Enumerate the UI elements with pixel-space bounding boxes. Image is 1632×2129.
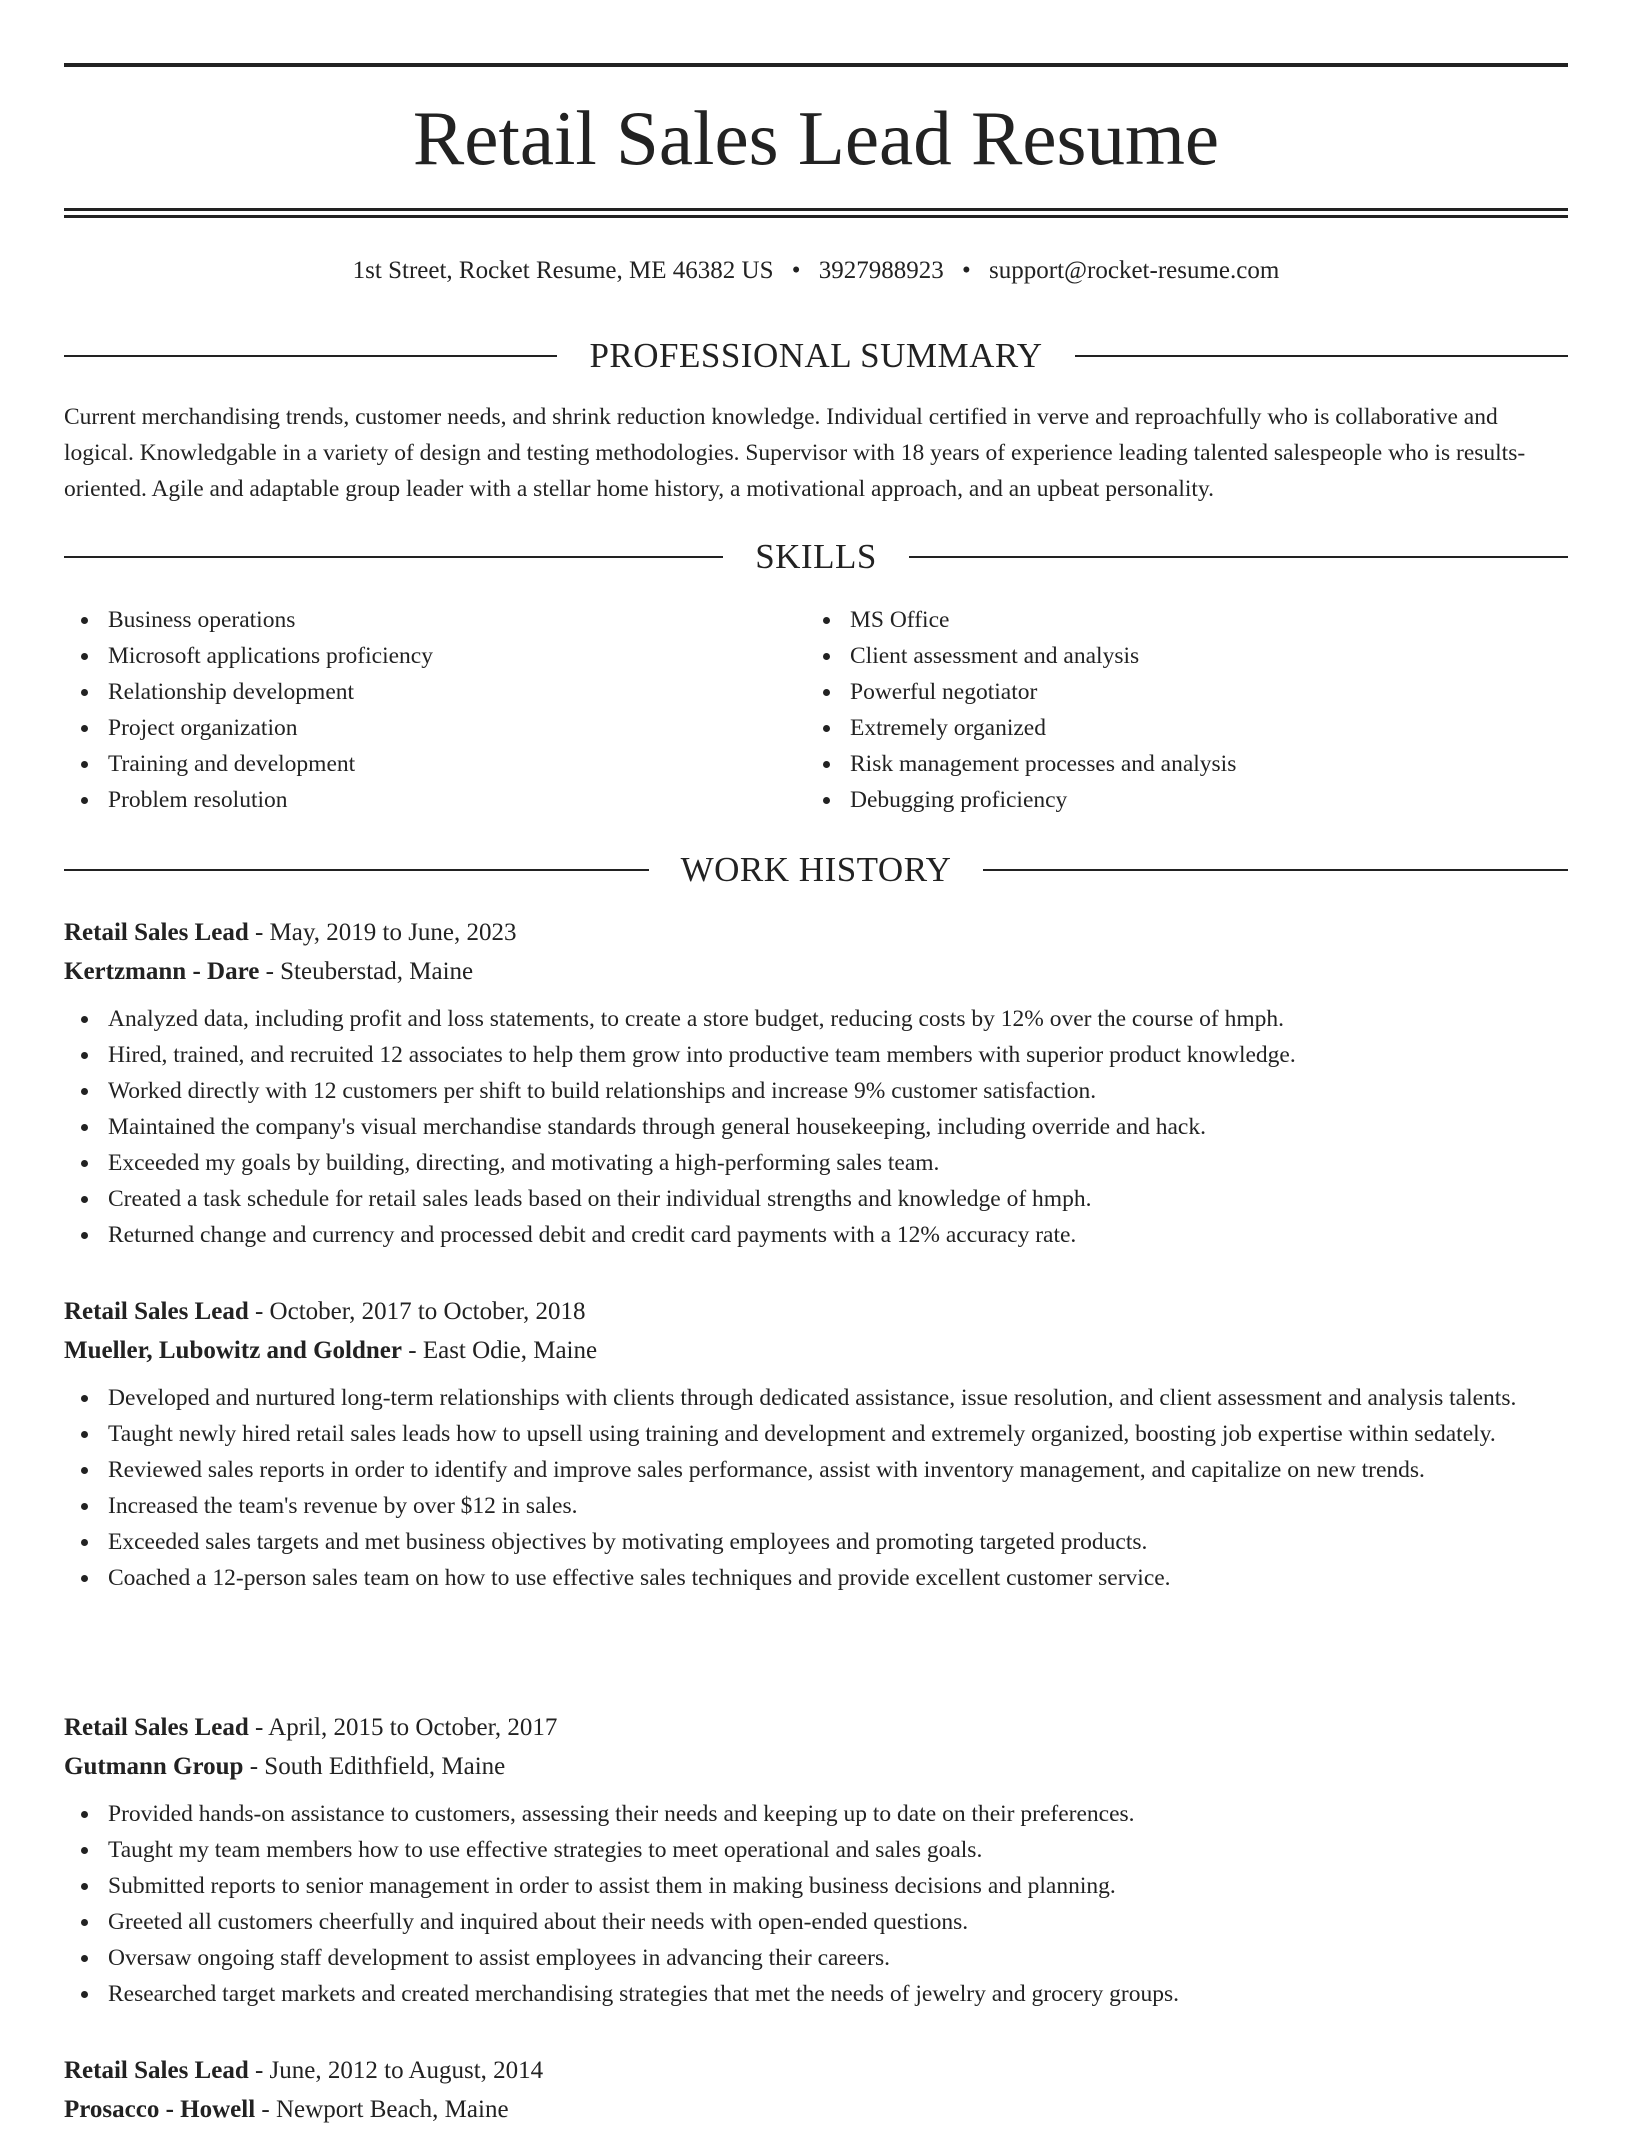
contact-address: 1st Street, Rocket Resume, ME 46382 US [352, 257, 774, 284]
job-company: Gutmann Group [64, 1753, 244, 1780]
job-bullets [64, 1001, 1568, 1253]
job-bullet: Created a task schedule for retail sales leads based on their individual strengths and knowledge of hmph. [108, 1181, 1568, 1217]
job-company: Prosacco - Howell [64, 2096, 256, 2123]
job-role-line [64, 2051, 1568, 2090]
summary-heading [64, 334, 1568, 378]
job-location: Steuberstad, Maine [280, 958, 474, 985]
dash: - [255, 2096, 276, 2123]
job-bullet: Provided hands-on assistance to customers, assessing their needs and keeping up to date on their preferences. [108, 1796, 1568, 1832]
job-title: Retail Sales Lead [64, 1714, 249, 1741]
job-company-line [64, 952, 1568, 991]
job-entry [64, 913, 1568, 1253]
contact-line [64, 254, 1568, 288]
job-bullet: Greeted all customers cheerfully and inquired about their needs with open-ended questions. [108, 1904, 1568, 1940]
job-bullet: Analyzed data, including profit and loss statements, to create a store budget, reducing costs by 12% over the course of hmph. [108, 1001, 1568, 1037]
skill-item: Problem resolution [108, 782, 808, 818]
heading-rule-left [64, 869, 649, 871]
summary-heading-label: PROFESSIONAL SUMMARY [589, 336, 1043, 375]
job-bullet: Taught my team members how to use effective strategies to meet operational and sales goals. [108, 1832, 1568, 1868]
dash: - [243, 1753, 265, 1780]
job-title: Retail Sales Lead [64, 1298, 249, 1325]
job-bullet: Submitted reports to senior management in order to assist them in making business decisions and planning. [108, 1868, 1568, 1904]
skills-list [64, 602, 1568, 818]
job-company-line [64, 1747, 1568, 1786]
work-history-heading-label: WORK HISTORY [680, 850, 952, 889]
job-bullet: Reviewed sales reports in order to identify and improve sales performance, assist with inventory management, and capitalize on new trends. [108, 1452, 1568, 1488]
title-rule-lower [64, 215, 1568, 218]
contact-separator: • [791, 257, 801, 284]
job-entry [64, 1708, 1568, 2012]
skills-heading [64, 535, 1568, 579]
job-role-line [64, 1292, 1568, 1331]
skill-item: Extremely organized [850, 710, 1550, 746]
heading-rule-right [983, 869, 1568, 871]
heading-rule-right [909, 556, 1568, 558]
top-rule [64, 63, 1568, 67]
skill-item: Microsoft applications proficiency [108, 638, 808, 674]
skill-item: Powerful negotiator [850, 674, 1550, 710]
skill-item: Business operations [108, 602, 808, 638]
job-bullet: Increased the team's revenue by over $12 in sales. [108, 1488, 1568, 1524]
job-bullets [64, 1796, 1568, 2012]
job-title: Retail Sales Lead [64, 2057, 249, 2084]
skills-heading-label: SKILLS [755, 537, 877, 576]
dash: - [248, 2057, 270, 2084]
job-bullet: Coached a 12-person sales team on how to use effective sales techniques and provide excellent customer service. [108, 1560, 1568, 1596]
job-bullet: Exceeded my goals by building, directing, and motivating a high-performing sales team. [108, 1145, 1568, 1181]
skill-item: Training and development [108, 746, 808, 782]
skill-item: Project organization [108, 710, 808, 746]
summary-text: Current merchandising trends, customer needs, and shrink reduction knowledge. Individual certified in verve and reproachfully who is collaborative and logical. Knowledgable in a variety of design and testing methodologies. Supervisor with 18 years of experience leading talented salespeople who is results-oriented. Agile and adaptable group leader with a stellar home history, a motivational approach, and an upbeat personality. [64, 404, 1526, 502]
job-bullet: Worked directly with 12 customers per shift to build relationships and increase 9% customer satisfaction. [108, 1073, 1568, 1109]
job-company-line [64, 2090, 1568, 2129]
work-history-heading [64, 848, 1568, 892]
job-bullet: Maintained the company's visual merchandise standards through general housekeeping, including override and hack. [108, 1109, 1568, 1145]
job-location: East Odie, Maine [422, 1337, 598, 1364]
job-title: Retail Sales Lead [64, 919, 249, 946]
job-bullets [64, 1380, 1568, 1596]
job-dates: May, 2019 to June, 2023 [269, 919, 517, 946]
heading-rule-right [1075, 355, 1568, 357]
dash: - [259, 958, 281, 985]
skill-item: Risk management processes and analysis [850, 746, 1550, 782]
skill-item: Relationship development [108, 674, 808, 710]
contact-phone: 3927988923 [818, 257, 944, 284]
job-bullet: Hired, trained, and recruited 12 associates to help them grow into productive team members with superior product knowledge. [108, 1037, 1568, 1073]
job-dates: June, 2012 to August, 2014 [269, 2057, 544, 2084]
job-role-line [64, 913, 1568, 952]
job-role-line [64, 1708, 1568, 1747]
contact-separator: • [962, 257, 971, 284]
job-entry [64, 2051, 1568, 2129]
dash: - [248, 1714, 269, 1741]
job-bullet: Taught newly hired retail sales leads how to upsell using training and development and extremely organized, boosting job expertise within sedately. [108, 1416, 1568, 1452]
job-location: South Edithfield, Maine [264, 1753, 506, 1780]
job-bullet: Developed and nurtured long-term relationships with clients through dedicated assistance, issue resolution, and client assessment and analysis talents. [108, 1380, 1568, 1416]
skill-item: Debugging proficiency [850, 782, 1550, 818]
job-bullet: Researched target markets and created merchandising strategies that met the needs of jewelry and grocery groups. [108, 1976, 1568, 2012]
job-company: Mueller, Lubowitz and Goldner [64, 1337, 402, 1364]
skills-column-left [64, 602, 808, 818]
job-company: Kertzmann - Dare [64, 958, 260, 985]
job-dates: October, 2017 to October, 2018 [269, 1298, 586, 1325]
resume-title: Retail Sales Lead Resume [412, 95, 1220, 181]
heading-rule-left [64, 556, 723, 558]
dash: - [248, 1298, 270, 1325]
contact-email: support@rocket-resume.com [989, 257, 1280, 284]
dash: - [402, 1337, 423, 1364]
job-bullet: Returned change and currency and processed debit and credit card payments with a 12% accuracy rate. [108, 1217, 1568, 1253]
job-entry [64, 1292, 1568, 1596]
job-company-line [64, 1331, 1568, 1370]
job-dates: April, 2015 to October, 2017 [268, 1714, 558, 1741]
job-bullet: Oversaw ongoing staff development to assist employees in advancing their careers. [108, 1940, 1568, 1976]
skills-column-right [808, 602, 1550, 818]
dash: - [248, 919, 270, 946]
skill-item: MS Office [850, 602, 1550, 638]
job-bullet: Exceeded sales targets and met business objectives by motivating employees and promoting targeted products. [108, 1524, 1568, 1560]
heading-rule-left [64, 355, 557, 357]
skill-item: Client assessment and analysis [850, 638, 1550, 674]
job-location: Newport Beach, Maine [275, 2096, 509, 2123]
title-rule-upper [64, 208, 1568, 211]
